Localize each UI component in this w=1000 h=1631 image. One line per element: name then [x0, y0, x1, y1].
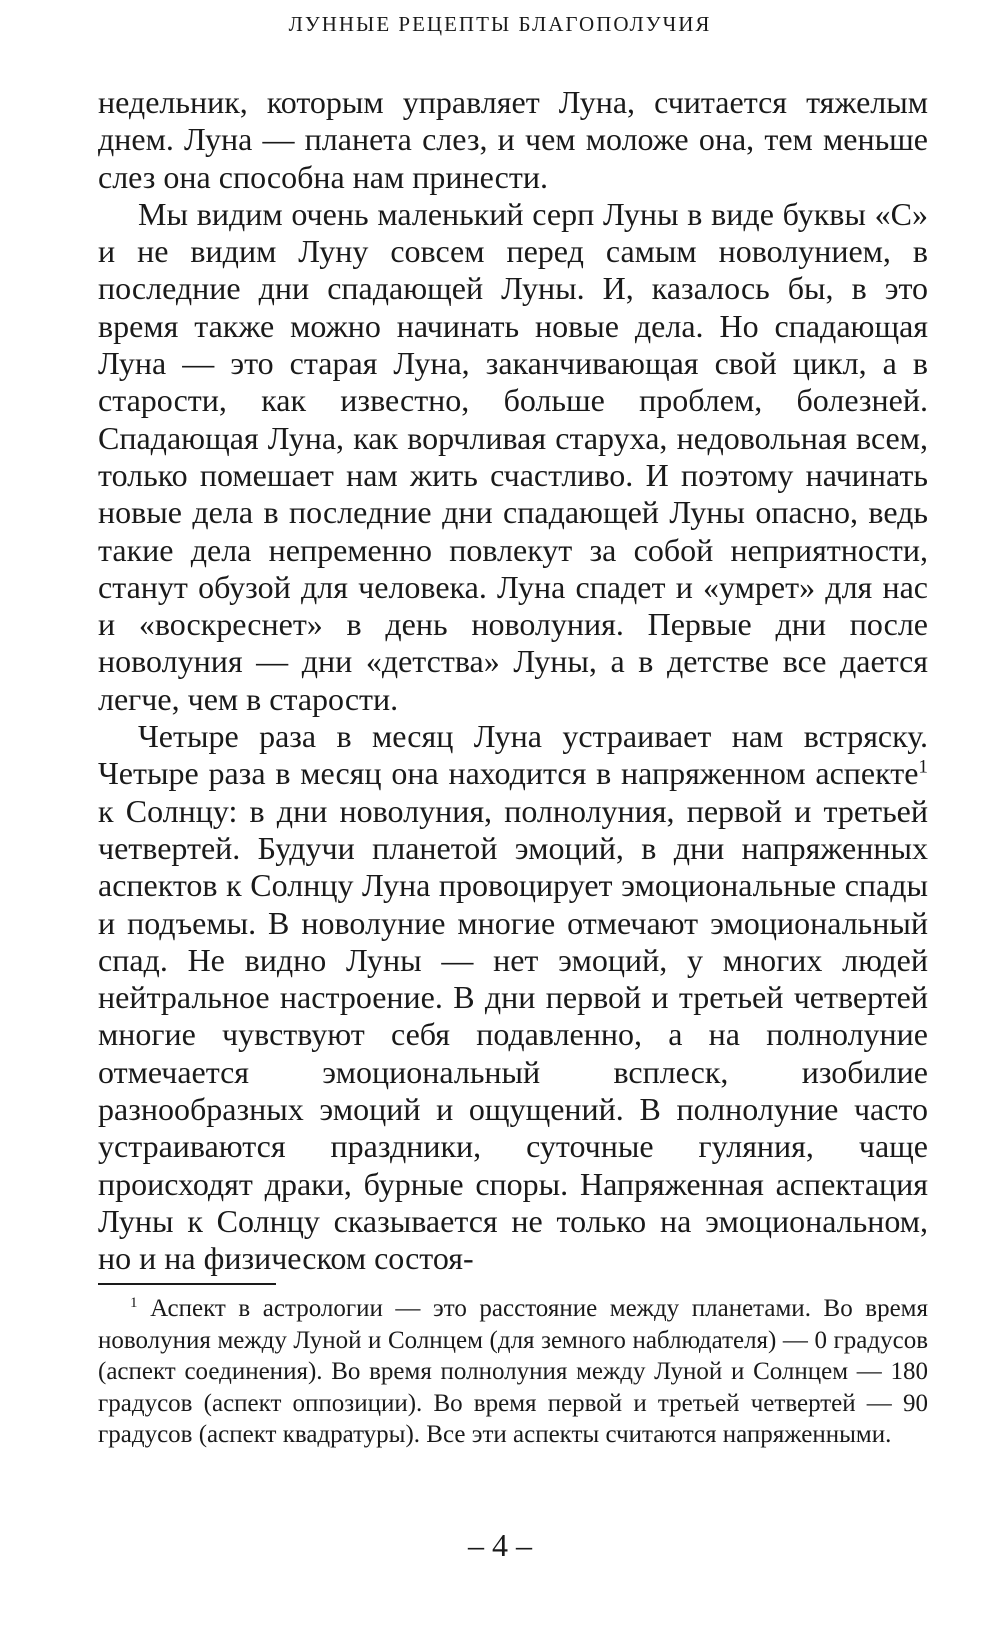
footnote-text: Аспект в астрологии — это расстояние между планетами. Во время новолуния между Луной и Солнцем (для земного наблюдателя) — 0 градусов (аспект соединения). Во время полнолуния между Луной и Солнцем — 180 градусов (аспект оппозиции). Во время первой и третьей четвертей — 90 градусов (аспект квадратуры). Все эти аспекты считаются напряженными. — [98, 1295, 928, 1448]
page-number: – 4 – — [468, 1527, 532, 1563]
paragraph-text: к Солнцу: в дни новолуния, полнолуния, первой и третьей четвертей. Будучи планетой эмоций, в дни напряженных аспектов к Солнцу Луна провоцирует эмоциональные спады и подъемы. В новолуние многие отмечают эмоциональный спад. Не видно Луны — нет эмоций, у многих людей нейтральное настроение. В дни первой и третьей четвертей многие чувствуют себя подавленно, а на полнолуние отмечается эмоциональный всплеск, изобилие разнообразных эмоций и ощущений. В полнолуние часто устраиваются праздники, суточные гуляния, чаще происходят драки, бурные споры. Напряженная аспектация Луны к Солнцу сказывается не только на эмоциональном, но и на физическом состоя- — [98, 792, 928, 1277]
footnote-reference[interactable]: 1 — [918, 756, 928, 778]
paragraph-text: Четыре раза в месяц Луна устраивает нам встряску. Четыре раза в месяц она находится в напряженном аспекте — [98, 718, 928, 792]
paragraph — [98, 718, 928, 1277]
paragraph-continued: недельник, которым управляет Луна, считается тяжелым днем. Луна — планета слез, и чем моложе она, тем меньше слез она способна нам принести. — [98, 84, 928, 195]
paragraph: Мы видим очень маленький серп Луны в виде буквы «С» и не видим Луну совсем перед самым новолунием, в последние дни спадающей Луны. И, казалось бы, в это время также можно начинать новые дела. Но спадающая Луна — это старая Луна, заканчивающая свой цикл, а в старости, как известно, больше проблем, болезней. Спадающая Луна, как ворчливая старуха, недовольная всем, только помешает нам жить счастливо. И поэтому начинать новые дела в последние дни спадающей Луны опасно, ведь такие дела непременно повлекут за собой неприятности, станут обузой для человека. Луна спадет и «умрет» для нас и «воскреснет» в день новолуния. Первые дни после новолуния — дни «детства» Луны, а в детстве все дается легче, чем в старости. — [98, 195, 928, 717]
footnote — [98, 1293, 928, 1451]
footnote-divider — [98, 1283, 276, 1285]
main-text — [98, 84, 928, 1278]
footnote-mark: 1 — [130, 1295, 138, 1311]
running-head: ЛУННЫЕ РЕЦЕПТЫ БЛАГОПОЛУЧИЯ — [288, 12, 712, 36]
